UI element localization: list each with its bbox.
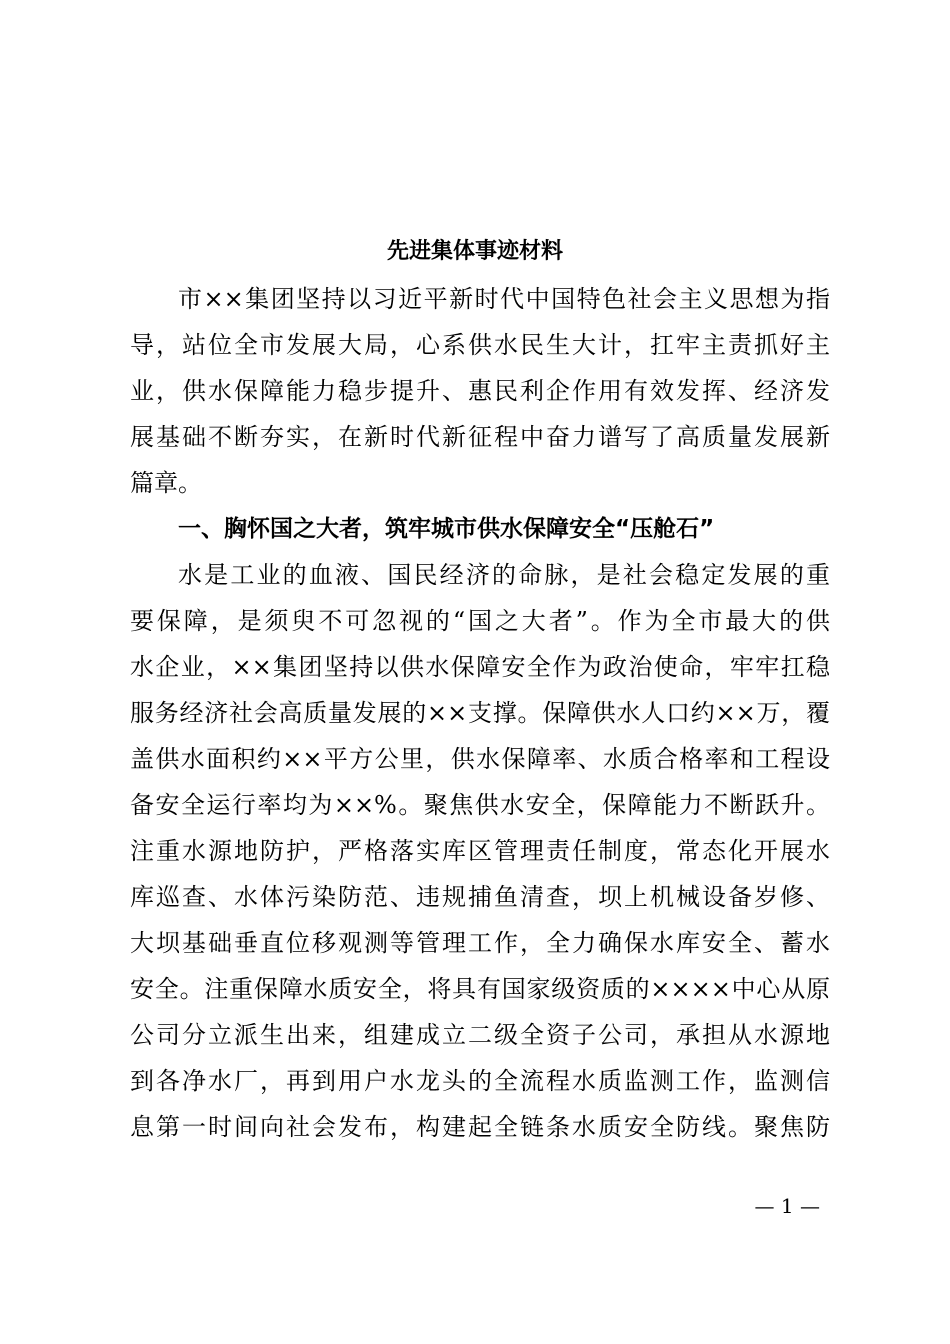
section1-line-2: 要保障，是须臾不可忽视的“国之大者”。作为全市最大的供 (130, 607, 830, 635)
intro-line-1: 市××集团坚持以习近平新时代中国特色社会主义思想为指 (178, 285, 830, 313)
section1-line-9: 大坝基础垂直位移观测等管理工作，全力确保水库安全、蓄水 (130, 929, 830, 957)
section1-line-7: 注重水源地防护，严格落实库区管理责任制度，常态化开展水 (130, 837, 830, 865)
section1-line-11: 公司分立派生出来，组建成立二级全资子公司，承担从水源地 (130, 1021, 830, 1049)
section1-line-8: 库巡查、水体污染防范、违规捕鱼清查，坝上机械设备岁修、 (130, 883, 830, 911)
intro-line-2: 导，站位全市发展大局，心系供水民生大计，扛牢主责抓好主 (130, 331, 830, 359)
section-heading-1: 一、胸怀国之大者，筑牢城市供水保障安全“压舱石” (178, 516, 715, 542)
section1-line-12: 到各净水厂，再到用户水龙头的全流程水质监测工作，监测信 (130, 1067, 830, 1095)
section1-line-4: 服务经济社会高质量发展的××支撑。保障供水人口约××万，覆 (130, 699, 830, 727)
section1-line-1: 水是工业的血液、国民经济的命脉，是社会稳定发展的重 (178, 561, 830, 589)
intro-line-5: 篇章。 (130, 469, 202, 497)
section1-line-10: 安全。注重保障水质安全，将具有国家级资质的××××中心从原 (130, 975, 830, 1003)
intro-line-4: 展基础不断夯实，在新时代新征程中奋力谱写了高质量发展新 (130, 423, 830, 451)
page-number: — 1 — (754, 1194, 820, 1218)
section1-line-13: 息第一时间向社会发布，构建起全链条水质安全防线。聚焦防 (130, 1113, 830, 1141)
intro-line-3: 业，供水保障能力稳步提升、惠民利企作用有效发挥、经济发 (130, 377, 830, 405)
document-title: 先进集体事迹材料 (386, 239, 563, 264)
section1-line-3: 水企业，××集团坚持以供水保障安全作为政治使命，牢牢扛稳 (130, 653, 830, 681)
section1-line-6: 备安全运行率均为××%。聚焦供水安全，保障能力不断跃升。 (130, 791, 830, 819)
section1-line-5: 盖供水面积约××平方公里，供水保障率、水质合格率和工程设 (130, 745, 830, 773)
